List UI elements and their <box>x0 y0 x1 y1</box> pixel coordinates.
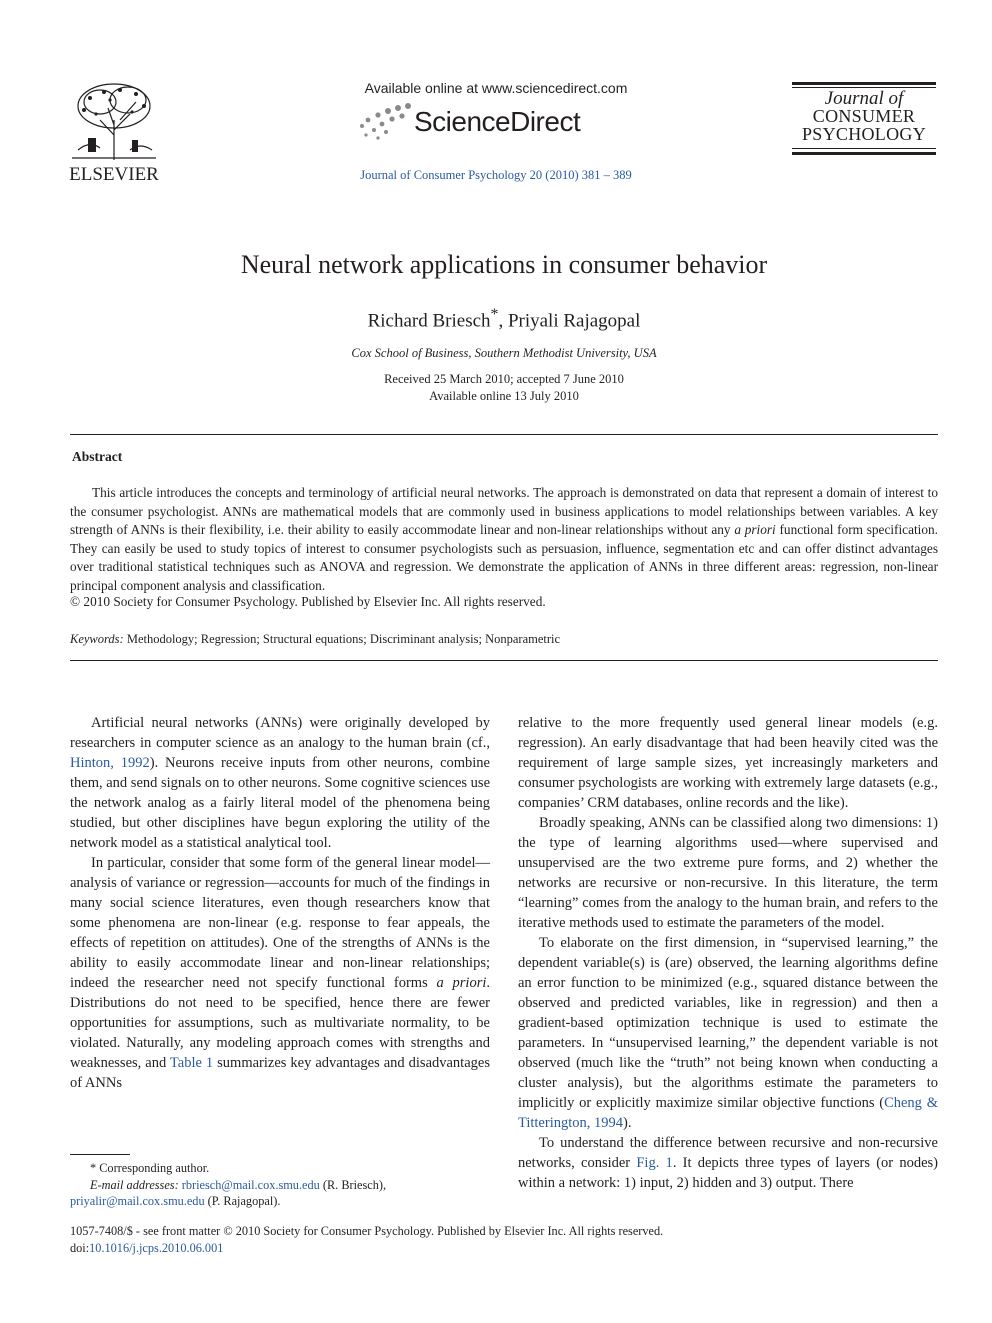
received-dates: Received 25 March 2010; accepted 7 June 2010 <box>384 372 624 386</box>
article-title: Neural network applications in consumer behavior <box>240 250 768 279</box>
body-text: ). Neurons receive inputs from other neurons, combine them, and send signals on to other neurons. Some cognitive sciences use the network analog as a fairly literal model of the phenomena being studied, but other disciplines have begun exploring the utility of the network model as a statistical analytical tool. <box>70 755 491 851</box>
email-link[interactable]: rbriesch@mail.cox.smu.edu <box>181 1177 320 1192</box>
body-paragraph <box>518 933 938 1133</box>
logo-rule <box>792 152 936 155</box>
author-affiliation: Cox School of Business, Southern Methodist University, USA <box>351 346 657 360</box>
footnote-text: Corresponding author. <box>96 1161 210 1175</box>
author-list <box>70 306 938 332</box>
table-link[interactable]: Table 1 <box>169 1055 214 1071</box>
doi-line <box>70 1240 663 1257</box>
front-matter <box>70 1223 663 1257</box>
issn-line: 1057-7408/$ - see front matter © 2010 Society for Consumer Psychology. Published by Elsevier Inc. All rights reserved. <box>70 1224 664 1238</box>
body-paragraph <box>70 713 490 853</box>
journal-logo-line1: Journal of <box>824 88 904 109</box>
logo-rule <box>792 148 936 149</box>
available-online-date: Available online 13 July 2010 <box>429 389 579 403</box>
email-owner: (P. Rajagopal). <box>204 1194 281 1208</box>
figure-link[interactable]: Fig. 1 <box>636 1155 673 1171</box>
sciencedirect-dots-icon <box>356 102 418 142</box>
abstract-italic: a priori <box>734 522 776 538</box>
abstract-text-part: This article introduces the concepts and terminology of artificial neural networks. The approach is demonstrated on data that represent a domain of interest to the consumer psychologist. ANNs are mathematical models that are commonly used in business applications to model relationships between variables. A key strength of ANNs is their flexibility, i.e. their ability to easily accommodate linear and non-linear relationships without any <box>70 485 938 538</box>
abstract-copyright: © 2010 Society for Consumer Psychology. Published by Elsevier Inc. All rights reserved. <box>70 594 546 609</box>
footnote-mark: * <box>90 1161 97 1175</box>
corresponding-mark[interactable]: * <box>490 306 499 323</box>
body-text: . Distributions do not need to be specified, hence there are fewer opportunities for assumptions, such as multivariate normality, to be violated. Naturally, any modeling approach comes with strengths and weaknesses, and <box>70 975 491 1071</box>
footnote <box>70 1160 500 1210</box>
sciencedirect-logo <box>356 100 616 146</box>
keywords-label: Keywords: <box>70 632 124 646</box>
body-text: In particular, consider that some form of the general linear model—analysis of variance or regression—accounts for much of the findings in many social science literatures, even though researchers know that some phenomena are non-linear (e.g. response to fear appeals, the effects of repetition on attitudes). One of the strengths of ANNs is the ability to easily accommodate linear and non-linear relationships; indeed the researcher need not specify functional forms <box>70 855 490 991</box>
body-text: To understand the difference between recursive and non-recursive networks, consider <box>518 1135 938 1171</box>
elsevier-wordmark: ELSEVIER <box>69 164 159 185</box>
body-text: To elaborate on the first dimension, in “supervised learning,” the dependent variable(s) is (are) observed, the learning algorithms define an error function to be minimized (e.g., squared distance between the observed and predicted variables, like in regression) and then a gradient-based optimization technique is used to estimate the parameters. In “unsupervised learning,” the dependent variable is not observed (much like the “truth” not being known when conducting a cluster analysis), but the algorithms estimate the parameters to implicitly or explicitly maximize similar objective functions ( <box>518 935 938 1111</box>
abstract-text-part: functional form specification. They can easily be used to study topics of interest to consumer psychologists such as persuasion, influence, segmentation etc and can offer distinct advantages over traditional statistical techniques such as ANOVA and regression. We demonstrate the application of ANNs in three different areas: regression, non-linear principal component analysis and classification. <box>70 522 938 593</box>
body-text: ). <box>623 1115 632 1131</box>
body-column-right <box>518 713 938 1193</box>
journal-logo-line3: PSYCHOLOGY <box>801 124 927 144</box>
author-name[interactable]: Richard Briesch <box>367 310 491 332</box>
body-column-left <box>70 713 490 1093</box>
keywords-list: Methodology; Regression; Structural equations; Discriminant analysis; Nonparametric <box>123 632 561 646</box>
journal-logo-line2: CONSUMER <box>812 106 916 126</box>
body-text: summarizes key advantages and disadvantages of ANNs <box>70 1055 490 1091</box>
email-link[interactable]: priyalir@mail.cox.smu.edu <box>70 1194 205 1208</box>
keywords <box>70 632 560 647</box>
email-owner: (R. Briesch), <box>319 1177 387 1192</box>
doi-link[interactable]: 10.1016/j.jcps.2010.06.001 <box>89 1241 224 1255</box>
body-paragraph <box>70 853 490 1093</box>
email-label: E-mail addresses: <box>90 1177 179 1192</box>
doi-label: doi: <box>70 1241 90 1255</box>
journal-reference-link[interactable]: Journal of Consumer Psychology 20 (2010) 381 – 389 <box>360 168 632 182</box>
elsevier-tree-icon <box>70 80 158 162</box>
journal-logo <box>792 82 936 156</box>
elsevier-logo <box>66 80 162 184</box>
section-divider <box>70 434 938 435</box>
footnote-emails <box>70 1177 500 1194</box>
body-text: . It depicts three types of layers (or nodes) within a network: 1) input, 2) hidden and 3) output. There <box>518 1155 939 1191</box>
abstract-text <box>70 484 938 596</box>
sciencedirect-wordmark: ScienceDirect <box>414 106 581 137</box>
body-italic: a priori <box>436 975 487 991</box>
body-paragraph <box>518 1133 938 1193</box>
author-name[interactable]: Priyali Rajagopal <box>507 310 641 332</box>
citation-link[interactable]: Hinton, 1992 <box>70 755 150 771</box>
footnote-corresponding <box>70 1160 500 1177</box>
author-separator: , <box>498 310 508 332</box>
footnote-rule <box>70 1154 130 1155</box>
section-divider <box>70 660 938 661</box>
footnote-emails-cont <box>70 1193 500 1210</box>
body-paragraph: relative to the more frequently used general linear models (e.g. regression). An early disadvantage that had been heavily cited was the requirement of large sample sizes, yet increasingly marketers and consumer psychologists are working with extremely large datasets (e.g., companies’ CRM databases, online records and the like). <box>518 715 938 811</box>
logo-rule <box>792 82 936 85</box>
citation-link[interactable]: Cheng & Titterington, 1994 <box>518 1095 938 1131</box>
available-online-text: Available online at www.sciencedirect.com <box>364 80 628 96</box>
body-text: Artificial neural networks (ANNs) were originally developed by researchers in computer science as an analogy to the human brain (cf., <box>70 715 490 751</box>
body-paragraph: Broadly speaking, ANNs can be classified along two dimensions: 1) the type of learning algorithms used—where supervised and unsupervised are the two extreme pure forms, and 2) whether the networks are recursive or non-recursive. In this literature, the term “learning” comes from the analogy to the human brain, and refers to the iterative methods used to estimate the parameters of the model. <box>518 815 938 931</box>
abstract-heading: Abstract <box>72 449 123 464</box>
